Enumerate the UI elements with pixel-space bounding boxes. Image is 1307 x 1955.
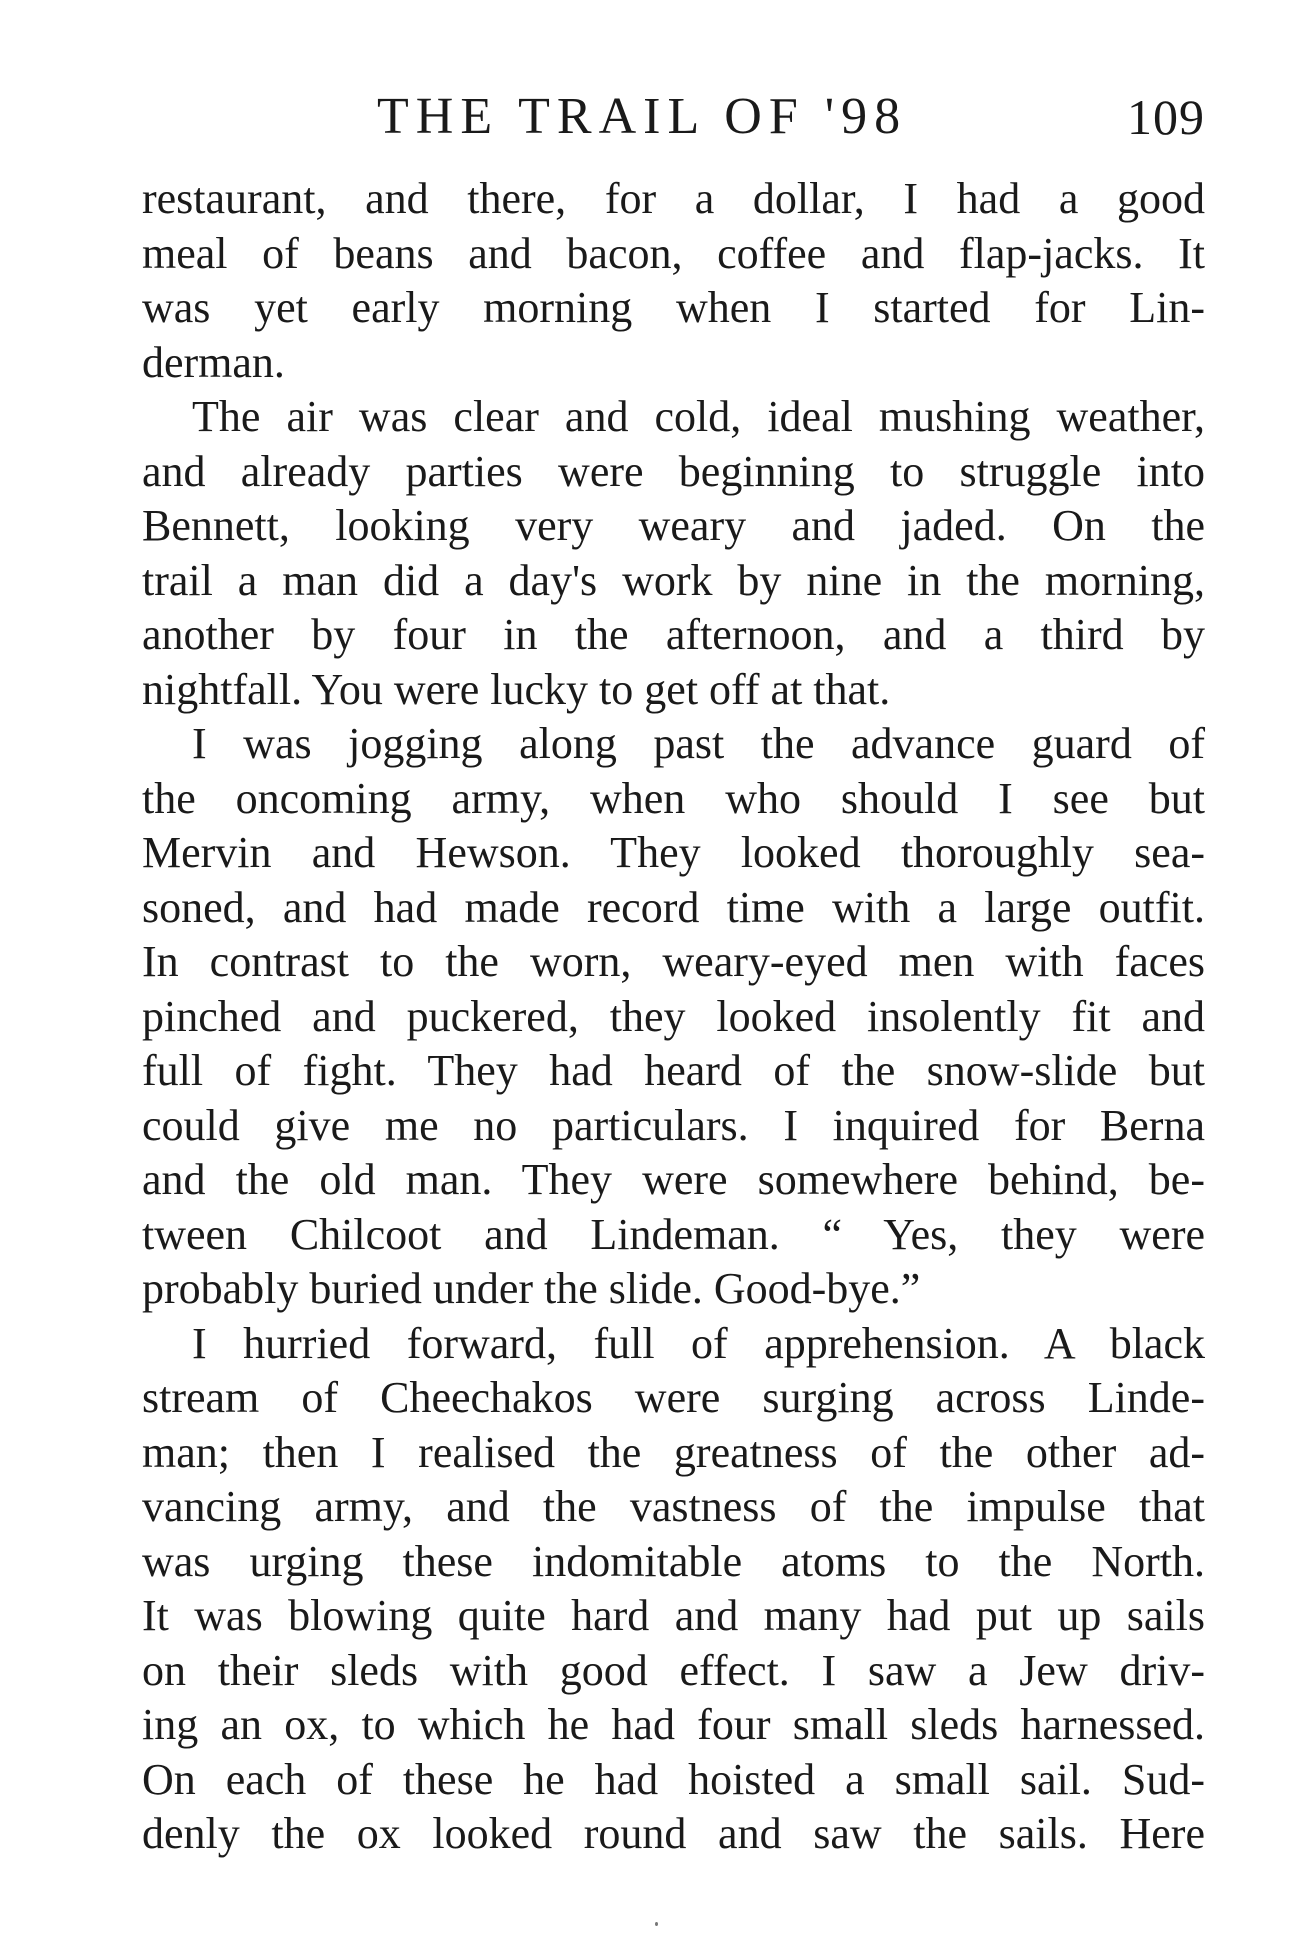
page-header bbox=[142, 82, 1205, 152]
body-text bbox=[142, 172, 1205, 1862]
text-line: Bennett, looking very weary and jaded. On the bbox=[142, 501, 1205, 550]
text-line: meal of beans and bacon, coffee and flap-jacks. It bbox=[142, 228, 1205, 278]
text-line: trail a man did a day's work by nine in the morning, bbox=[142, 555, 1205, 605]
text-line: probably buried under the slide. Good-bye.” bbox=[142, 1264, 921, 1313]
text-line: nightfall. You were lucky to get off at that. bbox=[142, 664, 891, 714]
text-line: ing an ox, to which he had four small sleds harnessed. bbox=[142, 1700, 1205, 1749]
text-line: full of fight. They had heard of the snow-slide but bbox=[142, 1046, 1205, 1095]
text-line: On each of these he had hoisted a small sail. Sud- bbox=[142, 1754, 1205, 1804]
text-line: I hurried forward, full of apprehension. A black bbox=[192, 1318, 1205, 1368]
text-line: stream of Cheechakos were surging across Linde- bbox=[142, 1373, 1205, 1422]
text-line: restaurant, and there, for a dollar, I had a good bbox=[142, 174, 1205, 223]
text-line: denly the ox looked round and saw the sails. Here bbox=[142, 1809, 1205, 1858]
text-line: was yet early morning when I started for Lin- bbox=[142, 283, 1205, 332]
text-line: the oncoming army, when who should I see but bbox=[142, 773, 1205, 823]
print-speck bbox=[655, 1922, 658, 1926]
text-line: man; then I realised the greatness of the other ad- bbox=[142, 1427, 1205, 1477]
text-line: soned, and had made record time with a large outfit. bbox=[142, 882, 1205, 932]
text-line: vancing army, and the vastness of the impulse that bbox=[142, 1482, 1205, 1531]
text-line: could give me no particulars. I inquired for Berna bbox=[142, 1100, 1205, 1150]
text-line: The air was clear and cold, ideal mushing weather, bbox=[192, 392, 1205, 441]
text-line: pinched and puckered, they looked insolently fit and bbox=[142, 991, 1205, 1041]
text-line: derman. bbox=[142, 337, 285, 387]
text-line: was urging these indomitable atoms to the North. bbox=[142, 1536, 1205, 1586]
page-number: 109 bbox=[1127, 89, 1205, 145]
text-line: another by four in the afternoon, and a third by bbox=[142, 610, 1205, 659]
text-line: and already parties were beginning to struggle into bbox=[142, 446, 1205, 496]
running-title: THE TRAIL OF '98 bbox=[377, 88, 908, 145]
text-line: In contrast to the worn, weary-eyed men with faces bbox=[142, 937, 1205, 986]
text-line: on their sleds with good effect. I saw a Jew driv- bbox=[142, 1645, 1205, 1695]
text-line: It was blowing quite hard and many had put up sails bbox=[142, 1591, 1205, 1640]
text-line: tween Chilcoot and Lindeman. “ Yes, they were bbox=[142, 1209, 1205, 1259]
text-line: I was jogging along past the advance guard of bbox=[192, 719, 1205, 768]
text-line: and the old man. They were somewhere behind, be- bbox=[142, 1155, 1205, 1204]
text-line: Mervin and Hewson. They looked thoroughly sea- bbox=[142, 828, 1205, 877]
